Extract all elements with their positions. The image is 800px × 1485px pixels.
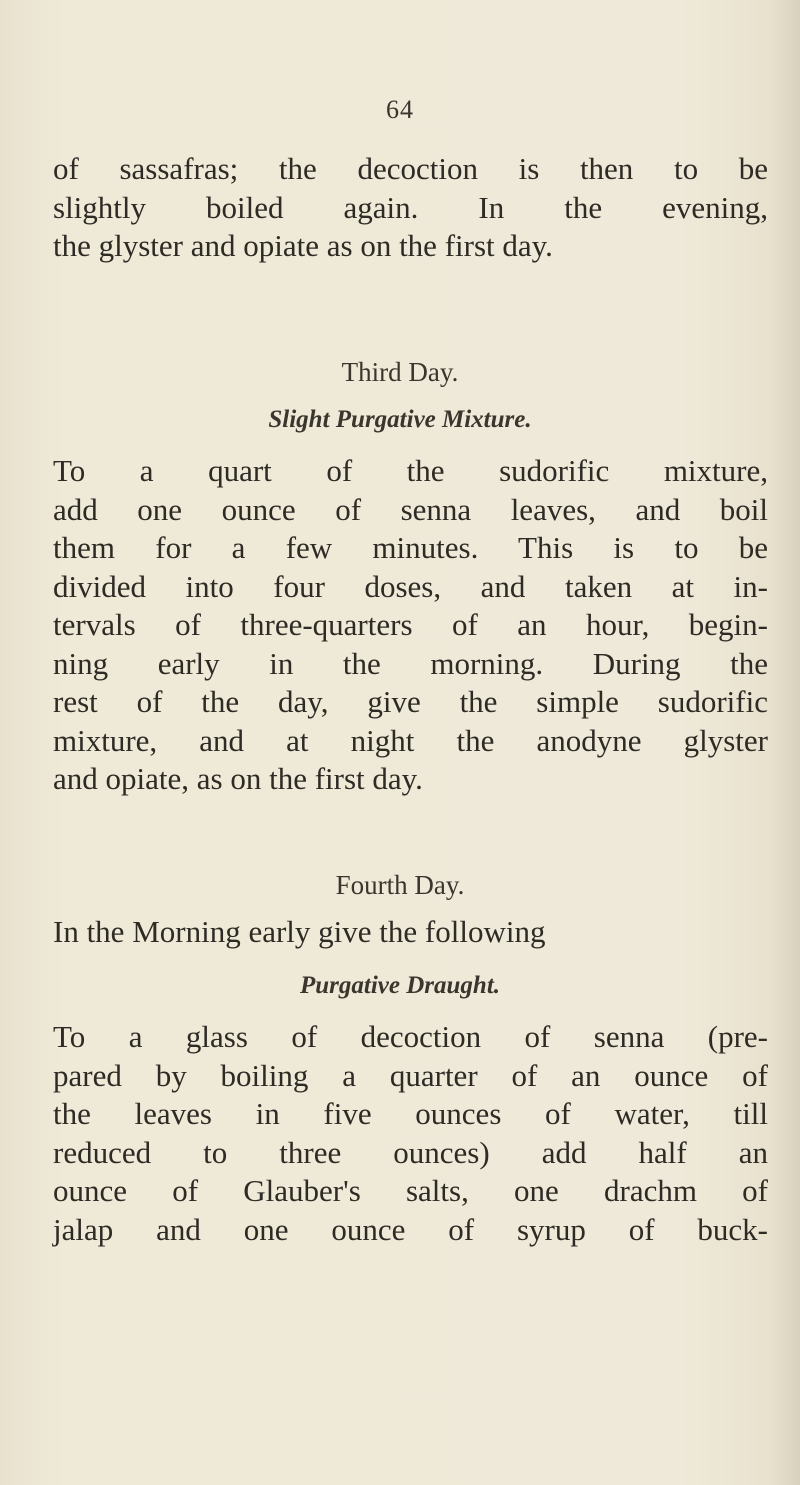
text-line: ounce of Glauber's salts, one drachm of <box>53 1173 768 1208</box>
heading-third-day: Third Day. <box>341 357 459 387</box>
text-line: and opiate, as on the first day. <box>53 761 423 796</box>
subheading-slight-purgative-mixture: Slight Purgative Mixture. <box>268 406 532 433</box>
text-line: the leaves in five ounces of water, till <box>53 1096 768 1131</box>
text-line: the glyster and opiate as on the first day. <box>53 228 553 263</box>
text-line: To a glass of decoction of senna (pre- <box>53 1019 768 1054</box>
text-line: divided into four doses, and taken at in- <box>53 568 768 604</box>
text-line: jalap and one ounce of syrup of buck- <box>53 1211 768 1247</box>
text-line: add one ounce of senna leaves, and boil <box>53 491 768 527</box>
page-number: 64 <box>386 95 414 124</box>
text-line: tervals of three-quarters of an hour, begin- <box>53 607 768 642</box>
paragraph-morning <box>53 913 768 952</box>
text-line: reduced to three ounces) add half an <box>53 1134 768 1170</box>
paragraph-third-day <box>53 452 768 799</box>
text-line: them for a few minutes. This is to be <box>53 530 768 565</box>
text-line: pared by boiling a quarter of an ounce of <box>53 1057 768 1093</box>
paragraph-purgative-draught <box>53 1018 768 1249</box>
text-line: slightly boiled again. In the evening, <box>53 189 768 225</box>
text-line: mixture, and at night the anodyne glyster <box>53 722 768 758</box>
text-line: of sassafras; the decoction is then to be <box>53 151 768 186</box>
text-line: rest of the day, give the simple sudorific <box>53 684 768 719</box>
text-line: To a quart of the sudorific mixture, <box>53 453 768 488</box>
page-edge-shadow <box>770 0 800 1485</box>
paragraph-sassafras <box>53 150 768 266</box>
subheading-purgative-draught: Purgative Draught. <box>299 972 501 999</box>
text-line: ning early in the morning. During the <box>53 645 768 681</box>
heading-fourth-day: Fourth Day. <box>335 870 465 900</box>
text-line: In the Morning early give the following <box>53 914 546 949</box>
